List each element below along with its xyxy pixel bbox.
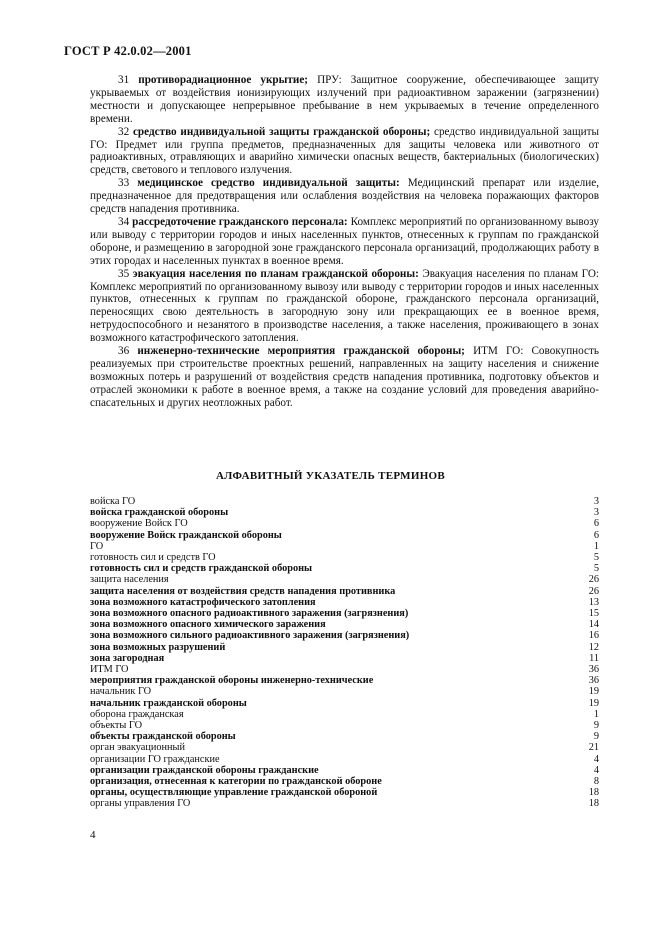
index-page-ref: 13	[588, 596, 599, 608]
index-page-ref: 5	[593, 552, 599, 564]
definitions-section	[90, 74, 599, 410]
index-page-ref: 26	[588, 585, 599, 597]
index-row	[90, 765, 599, 776]
index-row	[90, 698, 599, 709]
index-term: вооружение Войск ГО	[90, 518, 188, 530]
index-row	[90, 563, 599, 574]
definition-body: Медицинский препарат или изделие, предназначенное для предотвращения или ослабления воздействия на человека поражающих факторов средств нападения противника.	[90, 177, 599, 216]
definition-number: 32	[118, 125, 130, 138]
definition-item	[90, 74, 599, 126]
definition-number: 35	[118, 267, 130, 280]
index-row	[90, 552, 599, 563]
index-term: готовность сил и средств ГО	[90, 552, 216, 564]
index-term: войска гражданской обороны	[90, 507, 229, 519]
index-term: организации гражданской обороны гражданские	[90, 764, 319, 776]
index-row	[90, 754, 599, 765]
index-page-ref: 18	[588, 798, 599, 810]
index-term: войска ГО	[90, 496, 136, 507]
index-row	[90, 608, 599, 619]
definition-body: ПРУ: Защитное сооружение, обеспечивающее защиту укрываемых от воздействия ионизирующих излучений при радиоактивном заражении (загрязнении) местности и допускающее непрерывное пребывание в нем укрываемых в течение определенного времени.	[90, 74, 599, 125]
definition-term: противорадиационное укрытие;	[138, 74, 309, 86]
index-page-ref: 8	[593, 776, 599, 788]
index-row	[90, 720, 599, 731]
index-row	[90, 653, 599, 664]
definition-body: Комплекс мероприятий по организованному вывозу или выводу с территории городов и иных населенных пунктов, отнесенных к группам по гражданской обороне, и размещению в загородной зоне гражданского персонала организаций, продолжающих работу в этих городах и населенных пунктах в военное время.	[90, 215, 600, 267]
index-page-ref: 9	[593, 720, 599, 732]
index-row	[90, 776, 599, 787]
index-page-ref: 6	[593, 518, 599, 530]
index-row	[90, 686, 599, 697]
index-term: зона возможного опасного химического заражения	[90, 619, 326, 631]
index-page-ref: 19	[588, 697, 599, 709]
index-row	[90, 507, 599, 518]
index-row	[90, 630, 599, 641]
definition-body: средство индивидуальной защиты ГО: Предмет или группа предметов, предназначенных для защиты человека или животного от радиоактивных, отравляющих и аварийно химически опасных веществ, бактериальных (биологических) средств, светового и теплового излучения.	[90, 125, 599, 177]
definition-term: инженерно-технические мероприятия гражданской обороны;	[137, 345, 465, 358]
index-term: организация, отнесенная к категории по гражданской обороне	[90, 776, 382, 788]
definition-number: 36	[118, 345, 130, 358]
index-page-ref: 36	[588, 675, 599, 687]
definition-body: Эвакуация населения по планам ГО: Комплекс мероприятий по организованному вывозу или выводу с территории городов и иных населенных пунктов, отнесенных к группам по гражданской обороне, гражданского персонала организаций, переносящих свою деятельность в загородную зону или прекращающих ее в военное время, нетрудоспособного и незанятого в производстве населения, а также населения, проживающего в зонах возможного катастрофического затопления.	[90, 267, 600, 345]
index-term: зона возможного сильного радиоактивного заражения (загрязнения)	[90, 630, 410, 642]
index-page-ref: 3	[593, 507, 599, 519]
index-page-ref: 18	[588, 787, 599, 799]
index-page-ref: 9	[593, 731, 599, 743]
index-term: зона возможного опасного радиоактивного заражения (загрязнения)	[90, 608, 409, 620]
index-term: оборона гражданская	[90, 708, 184, 720]
index-page-ref: 6	[593, 529, 599, 541]
index-term: начальник гражданской обороны	[90, 697, 247, 709]
definition-item	[90, 126, 599, 178]
index-term: вооружение Войск гражданской обороны	[90, 529, 282, 541]
index-term: объекты ГО	[90, 720, 143, 732]
index-row	[90, 664, 599, 675]
index-row	[90, 675, 599, 686]
index-term: зона возможного катастрофического затопления	[90, 596, 316, 608]
definition-term: средство индивидуальной защиты гражданской обороны;	[132, 125, 431, 138]
index-row	[90, 586, 599, 597]
index-row	[90, 642, 599, 653]
index-row	[90, 709, 599, 720]
definition-term: медицинское средство индивидуальной защиты:	[137, 177, 400, 190]
definition-term: эвакуация населения по планам гражданской обороны:	[132, 267, 419, 280]
index-page-ref: 14	[588, 619, 599, 631]
definition-number: 31	[118, 74, 130, 86]
definition-term: рассредоточение гражданского персонала:	[132, 215, 348, 228]
index-row	[90, 787, 599, 798]
definition-item	[90, 345, 599, 410]
index-page-ref: 5	[593, 563, 599, 575]
definition-item	[90, 177, 599, 216]
index-row	[90, 530, 599, 541]
index-row	[90, 742, 599, 753]
index-page-ref: 16	[588, 630, 599, 642]
index-term: начальник ГО	[90, 686, 152, 698]
index-term: защита населения от воздействия средств нападения противника	[90, 585, 396, 597]
index-term: зона возможных разрушений	[90, 641, 226, 653]
index-page-ref: 15	[588, 608, 599, 620]
index-page-ref: 4	[593, 753, 599, 765]
index-page-ref: 21	[588, 742, 599, 754]
index-term: объекты гражданской обороны	[90, 731, 236, 743]
index-term: защита населения	[90, 574, 169, 586]
index-term: органы, осуществляющие управление гражданской обороной	[90, 787, 378, 799]
index-row	[90, 496, 599, 507]
document-header: ГОСТ Р 42.0.02—2001	[64, 44, 192, 58]
index-row	[90, 541, 599, 552]
index-term: мероприятия гражданской обороны инженерно-технические	[90, 675, 374, 687]
index-page-ref: 4	[593, 764, 599, 776]
index-term: органы управления ГО	[90, 798, 191, 810]
index-page-ref: 1	[593, 540, 599, 552]
page-number: 4	[90, 829, 96, 841]
index-page-ref: 36	[588, 664, 599, 676]
term-index	[90, 496, 599, 810]
definition-number: 33	[118, 177, 130, 190]
index-page-ref: 1	[593, 708, 599, 720]
index-row	[90, 597, 599, 608]
index-row	[90, 731, 599, 742]
index-term: зона загородная	[90, 652, 165, 664]
index-page-ref: 12	[588, 641, 599, 653]
index-page-ref: 3	[593, 496, 599, 507]
index-term: ГО	[90, 540, 104, 552]
definition-body: ИТМ ГО: Совокупность реализуемых при строительстве проектных решений, направленных на защиту населения и снижение возможных потерь и разрушений от воздействия средств нападения противника, подготовку объектов и отраслей экономики к работе в военное время, а также на создание условий для проведения аварийно-спасательных и других неотложных работ.	[90, 345, 600, 409]
index-page-ref: 26	[588, 574, 599, 586]
index-page-ref: 11	[589, 652, 599, 664]
definition-item	[90, 216, 599, 268]
definition-number: 34	[118, 215, 130, 228]
index-row	[90, 574, 599, 585]
index-row	[90, 798, 599, 809]
index-row	[90, 518, 599, 529]
definition-item	[90, 268, 599, 345]
index-term: организации ГО гражданские	[90, 753, 220, 765]
index-term: готовность сил и средств гражданской обороны	[90, 563, 313, 575]
index-term: орган эвакуационный	[90, 742, 185, 754]
index-term: ИТМ ГО	[90, 664, 129, 676]
index-row	[90, 619, 599, 630]
index-page-ref: 19	[588, 686, 599, 698]
index-title: АЛФАВИТНЫЙ УКАЗАТЕЛЬ ТЕРМИНОВ	[215, 470, 446, 482]
